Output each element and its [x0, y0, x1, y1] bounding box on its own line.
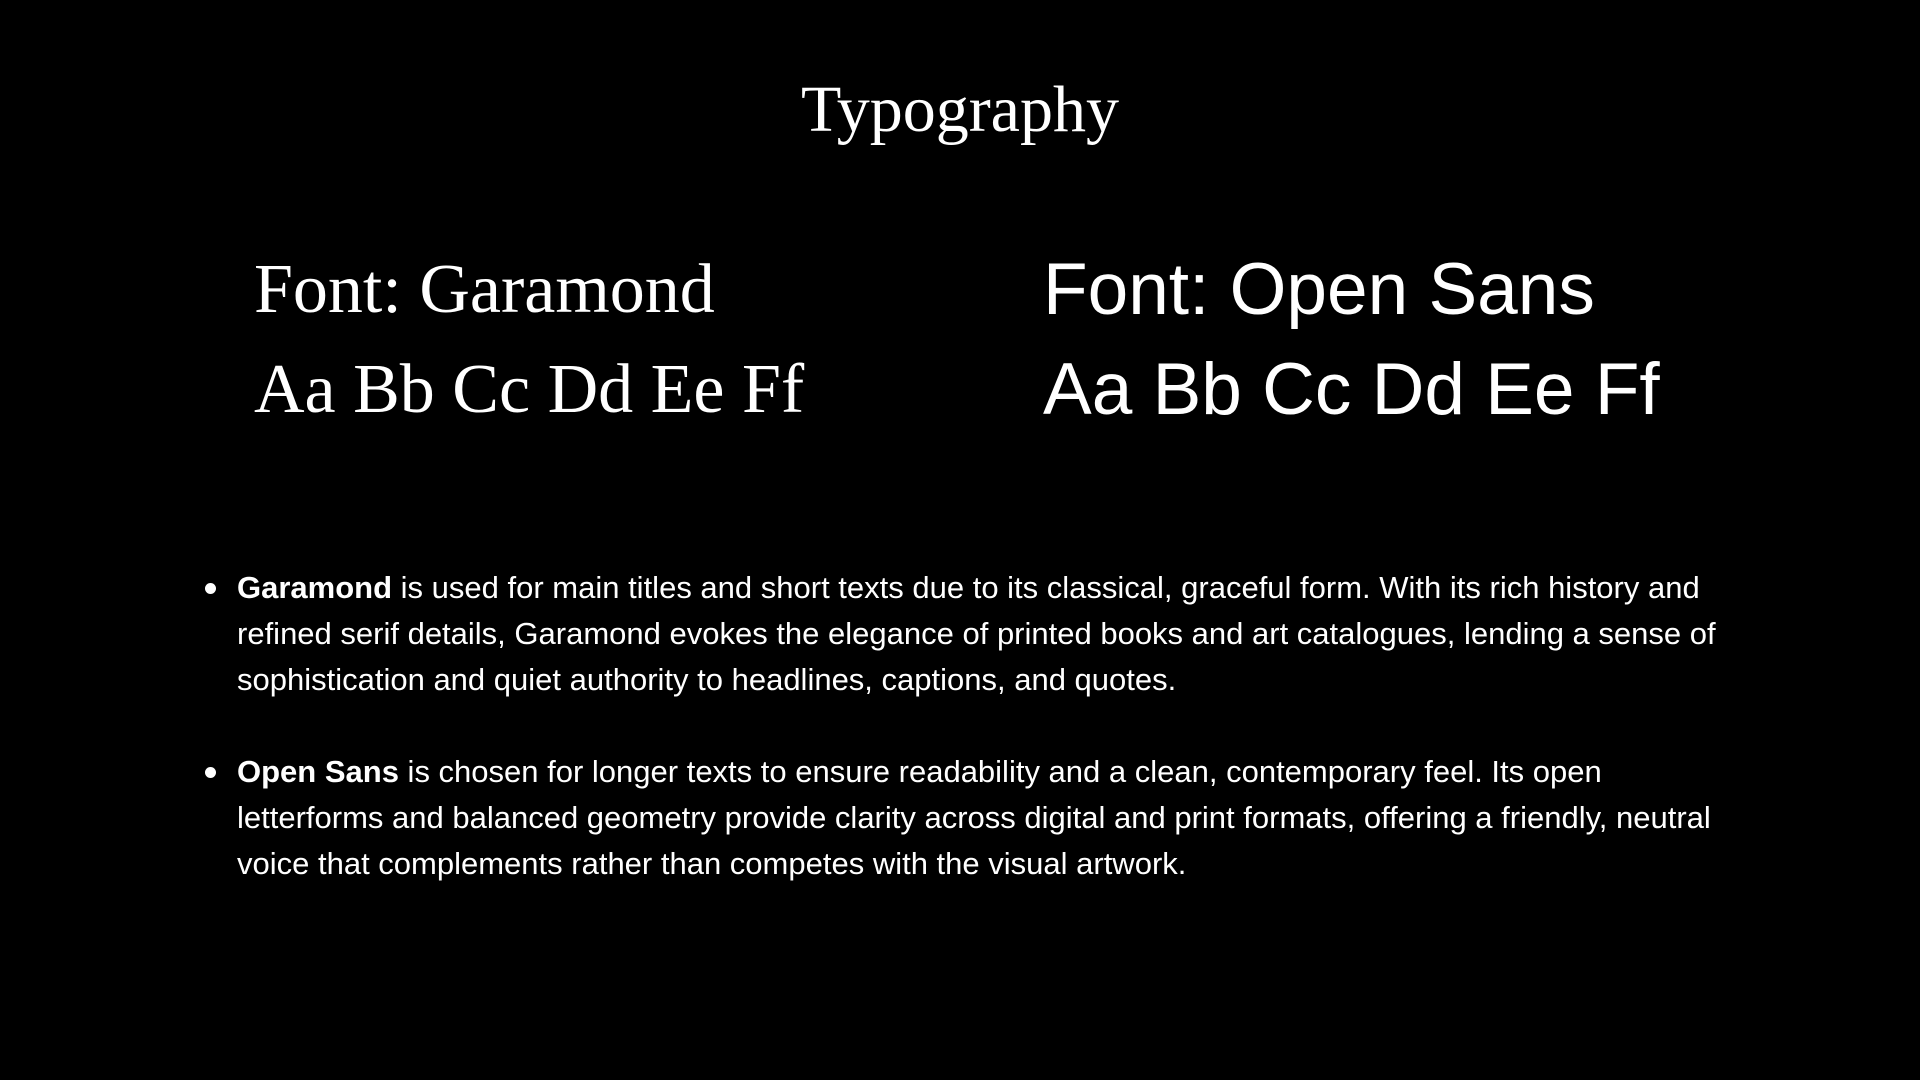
garamond-sample [254, 240, 804, 440]
garamond-alphabet: Aa Bb Cc Dd Ee Ff [254, 351, 805, 428]
bullet-term-garamond: Garamond [237, 570, 393, 605]
bullet-term-open-sans: Open Sans [237, 754, 399, 789]
open-sans-font-label: Font: Open Sans [1043, 249, 1595, 330]
bullet-text-garamond: is used for main titles and short texts due to its classical, graceful form. With its rich history and refined serif details, Garamond evokes the elegance of printed books and art catalogues, lending a sense of sophistication and quiet authority to headlines, captions, and quotes. [237, 570, 1716, 697]
list-item-open-sans [237, 749, 1747, 887]
open-sans-alphabet: Aa Bb Cc Dd Ee Ff [1043, 349, 1660, 430]
garamond-font-label: Font: Garamond [254, 251, 715, 328]
slide-title: Typography [801, 73, 1119, 146]
bullet-text-open-sans: is chosen for longer texts to ensure readability and a clean, contemporary feel. Its open letterforms and balanced geometry provide clarity across digital and print formats, offering a friendly, neutral voice that complements rather than competes with the visual artwork. [237, 754, 1711, 881]
description-list [237, 565, 1747, 933]
open-sans-sample [1043, 240, 1660, 440]
bullet-dot-icon [205, 767, 216, 778]
bullet-dot-icon [205, 583, 216, 594]
list-item-garamond [237, 565, 1747, 703]
